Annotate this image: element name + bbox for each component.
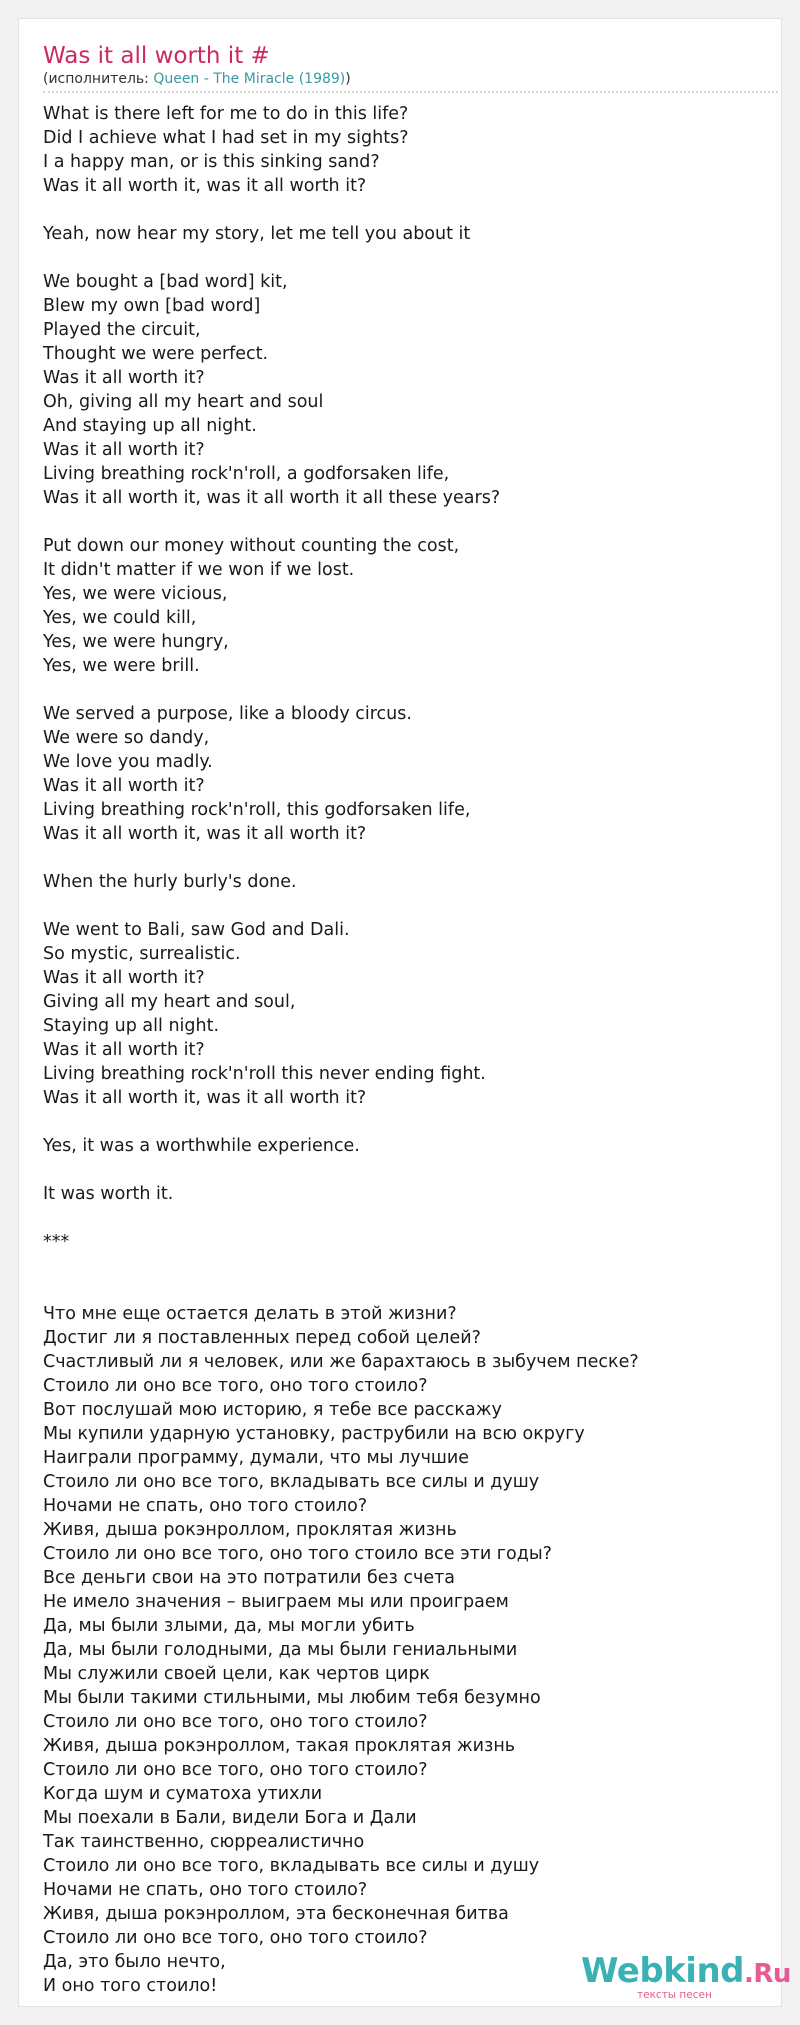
artist-line bbox=[43, 71, 351, 87]
lyrics-line: I a happy man, or is this sinking sand? bbox=[43, 152, 380, 172]
site-logo[interactable] bbox=[581, 1951, 791, 2001]
lyrics-line: Стоило ли оно все того, оно того стоило? bbox=[43, 1712, 428, 1732]
lyrics-line: We were so dandy, bbox=[43, 728, 210, 748]
lyrics-line: Живя, дыша рокэнроллом, такая проклятая жизнь bbox=[43, 1736, 516, 1756]
lyrics-line bbox=[43, 678, 639, 702]
lyrics-line: Staying up all night. bbox=[43, 1016, 220, 1036]
lyrics-line: Достиг ли я поставленных перед собой целей? bbox=[43, 1328, 481, 1348]
lyrics-line: И оно того стоило! bbox=[43, 1976, 218, 1996]
lyrics-line: What is there left for me to do in this life? bbox=[43, 104, 409, 124]
lyrics-line: Так таинственно, сюрреалистично bbox=[43, 1832, 365, 1852]
logo-tld: .Ru bbox=[744, 1959, 791, 1989]
lyrics-line: Живя, дыша рокэнроллом, эта бесконечная битва bbox=[43, 1904, 509, 1924]
lyrics-line: Мы служили своей цели, как чертов цирк bbox=[43, 1664, 430, 1684]
lyrics-line: Стоило ли оно все того, оно того стоило? bbox=[43, 1760, 428, 1780]
lyrics-line: Was it all worth it, was it all worth it? bbox=[43, 1088, 367, 1108]
artist-suffix: ) bbox=[345, 71, 351, 87]
lyrics-line: Was it all worth it? bbox=[43, 968, 205, 988]
lyrics-line: We bought a [bad word] kit, bbox=[43, 272, 288, 292]
lyrics-line: Стоило ли оно все того, вкладывать все силы и душу bbox=[43, 1856, 540, 1876]
lyrics-line bbox=[43, 1278, 639, 1302]
lyrics-line: Giving all my heart and soul, bbox=[43, 992, 296, 1012]
lyrics-line: Oh, giving all my heart and soul bbox=[43, 392, 324, 412]
lyrics-line: Was it all worth it, was it all worth it? bbox=[43, 824, 367, 844]
lyrics-line: Yes, it was a worthwhile experience. bbox=[43, 1136, 360, 1156]
lyrics-line: It was worth it. bbox=[43, 1184, 174, 1204]
lyrics-line: Yes, we were brill. bbox=[43, 656, 200, 676]
lyrics-line: Was it all worth it, was it all worth it? bbox=[43, 176, 367, 196]
artist-prefix: (исполнитель: bbox=[43, 71, 154, 87]
lyrics-line bbox=[43, 246, 639, 270]
lyrics-text bbox=[43, 102, 639, 1998]
lyrics-line: It didn't matter if we won if we lost. bbox=[43, 560, 355, 580]
lyrics-line: Living breathing rock'n'roll this never ending fight. bbox=[43, 1064, 486, 1084]
artist-link[interactable]: Queen - The Miracle (1989) bbox=[153, 71, 346, 87]
lyrics-line: Вот послушай мою историю, я тебе все расскажу bbox=[43, 1400, 502, 1420]
lyrics-line: So mystic, surrealistic. bbox=[43, 944, 241, 964]
lyrics-line: Blew my own [bad word] bbox=[43, 296, 261, 316]
lyrics-line: Ночами не спать, оно того стоило? bbox=[43, 1880, 368, 1900]
lyrics-line: Счастливый ли я человек, или же барахтаюсь в зыбучем песке? bbox=[43, 1352, 639, 1372]
lyrics-line: Put down our money without counting the cost, bbox=[43, 536, 460, 556]
lyrics-line: Was it all worth it? bbox=[43, 1040, 205, 1060]
lyrics-line: We served a purpose, like a bloody circus. bbox=[43, 704, 412, 724]
lyrics-line bbox=[43, 198, 639, 222]
lyrics-line: Was it all worth it? bbox=[43, 776, 205, 796]
lyrics-line: Когда шум и суматоха утихли bbox=[43, 1784, 323, 1804]
lyrics-line: Да, мы были голодными, да мы были гениальными bbox=[43, 1640, 518, 1660]
lyrics-line: Стоило ли оно все того, оно того стоило? bbox=[43, 1928, 428, 1948]
lyrics-line: Was it all worth it? bbox=[43, 368, 205, 388]
lyrics-line: Did I achieve what I had set in my sights? bbox=[43, 128, 409, 148]
lyrics-line: Наиграли программу, думали, что мы лучшие bbox=[43, 1448, 470, 1468]
lyrics-line bbox=[43, 894, 639, 918]
lyrics-line bbox=[43, 846, 639, 870]
lyrics-line: Played the circuit, bbox=[43, 320, 201, 340]
lyrics-line: Мы были такими стильными, мы любим тебя безумно bbox=[43, 1688, 541, 1708]
lyrics-line: Ночами не спать, оно того стоило? bbox=[43, 1496, 368, 1516]
lyrics-line: Living breathing rock'n'roll, a godforsaken life, bbox=[43, 464, 450, 484]
logo-name: Webkind bbox=[581, 1951, 744, 1991]
lyrics-line bbox=[43, 1254, 639, 1278]
lyrics-line: We love you madly. bbox=[43, 752, 213, 772]
lyrics-line bbox=[43, 1110, 639, 1134]
lyrics-line bbox=[43, 510, 639, 534]
lyrics-line: We went to Bali, saw God and Dali. bbox=[43, 920, 350, 940]
lyrics-line: Стоило ли оно все того, оно того стоило? bbox=[43, 1376, 428, 1396]
lyrics-line: Все деньги свои на это потратили без счета bbox=[43, 1568, 456, 1588]
lyrics-line: Мы поехали в Бали, видели Бога и Дали bbox=[43, 1808, 417, 1828]
lyrics-line: Не имело значения – выиграем мы или проиграем bbox=[43, 1592, 509, 1612]
logo-tagline: тексты песен bbox=[637, 1989, 712, 2001]
logo-wordmark bbox=[581, 1951, 791, 1994]
lyrics-line: Yes, we were vicious, bbox=[43, 584, 228, 604]
lyrics-line: *** bbox=[43, 1232, 70, 1252]
lyrics-line: Living breathing rock'n'roll, this godforsaken life, bbox=[43, 800, 471, 820]
lyrics-line: Yes, we were hungry, bbox=[43, 632, 229, 652]
lyrics-line: Что мне еще остается делать в этой жизни? bbox=[43, 1304, 457, 1324]
lyrics-line: Was it all worth it, was it all worth it all these years? bbox=[43, 488, 501, 508]
lyrics-line: Да, это было нечто, bbox=[43, 1952, 226, 1972]
lyrics-line: Yeah, now hear my story, let me tell you about it bbox=[43, 224, 471, 244]
lyrics-line: When the hurly burly's done. bbox=[43, 872, 297, 892]
page-content bbox=[18, 18, 791, 2007]
page-title: Was it all worth it # bbox=[43, 43, 270, 69]
lyrics-line bbox=[43, 1206, 639, 1230]
lyrics-line: Yes, we could kill, bbox=[43, 608, 197, 628]
lyrics-line: And staying up all night. bbox=[43, 416, 257, 436]
title-divider bbox=[43, 91, 778, 93]
lyrics-line: Стоило ли оно все того, вкладывать все силы и душу bbox=[43, 1472, 540, 1492]
lyrics-line: Стоило ли оно все того, оно того стоило все эти годы? bbox=[43, 1544, 552, 1564]
lyrics-line: Да, мы были злыми, да, мы могли убить bbox=[43, 1616, 415, 1636]
lyrics-line: Живя, дыша рокэнроллом, проклятая жизнь bbox=[43, 1520, 457, 1540]
lyrics-line: Thought we were perfect. bbox=[43, 344, 269, 364]
lyrics-line bbox=[43, 1158, 639, 1182]
lyrics-line: Мы купили ударную установку, раструбили на всю округу bbox=[43, 1424, 585, 1444]
lyrics-line: Was it all worth it? bbox=[43, 440, 205, 460]
